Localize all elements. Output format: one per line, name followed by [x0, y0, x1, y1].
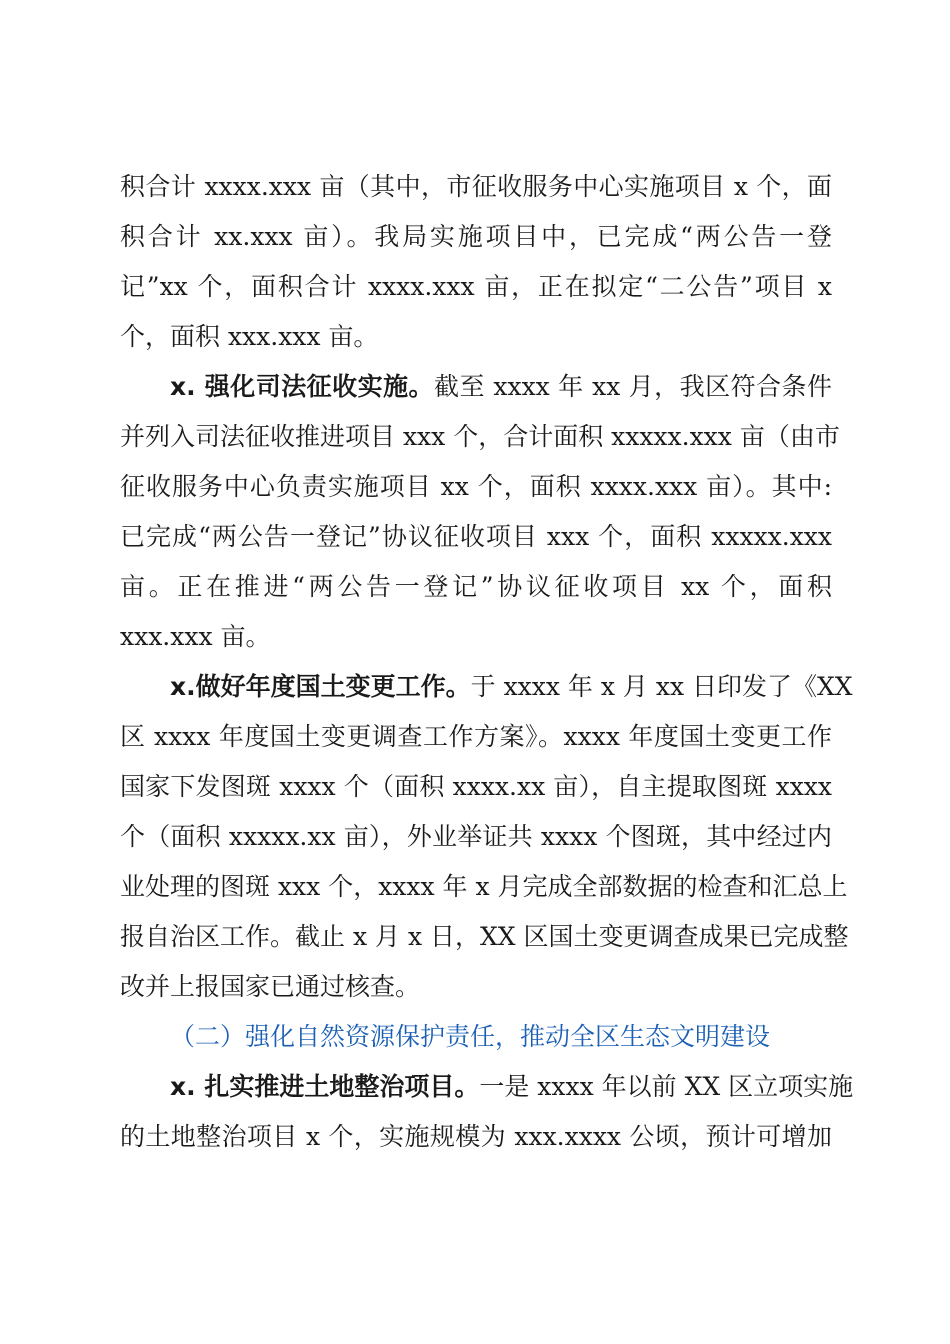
- text-line: [120, 662, 853, 712]
- text-line: 改并上报国家已通过核查。: [120, 972, 421, 1001]
- text-line: [120, 362, 832, 412]
- text-line: xxx.xxx 亩。: [120, 622, 271, 651]
- section-heading: （二）强化自然资源保护责任，推动全区生态文明建设: [170, 1022, 771, 1051]
- paragraph-title: x. 强化司法征收实施。: [170, 372, 435, 401]
- paragraph-text: 于 xxxx 年 x 月 xx 日印发了《XX: [470, 672, 853, 701]
- text-line: 积合计 xxxx.xxx 亩（其中，市征收服务中心实施项目 x 个，面: [120, 172, 832, 201]
- text-line: 国家下发图斑 xxxx 个（面积 xxxx.xx 亩），自主提取图斑 xxxx: [120, 772, 832, 801]
- text-line: 并列入司法征收推进项目 xxx 个，合计面积 xxxxx.xxx 亩（由市: [120, 422, 840, 451]
- text-line: 个（面积 xxxxx.xx 亩），外业举证共 xxxx 个图斑，其中经过内: [120, 822, 832, 851]
- text-line: 征收服务中心负责实施项目 xx 个，面积 xxxx.xxx 亩）。其中:: [120, 472, 832, 501]
- paragraph-judicial-acquisition: [120, 362, 840, 662]
- text-line: 积合计 xx.xxx 亩）。我局实施项目中，已完成“两公告一登: [120, 222, 832, 251]
- paragraph-land-change: [120, 662, 853, 1012]
- text-line: 报自治区工作。截止 x 月 x 日，XX 区国土变更调查成果已完成整: [120, 922, 849, 951]
- paragraph-land-remediation: [120, 1062, 854, 1162]
- paragraph-text: 截至 xxxx 年 xx 月，我区符合条件: [434, 372, 832, 401]
- text-line: 区 xxxx 年度国土变更调查工作方案》。xxxx 年度国土变更工作: [120, 722, 832, 751]
- text-line: 的土地整治项目 x 个，实施规模为 xxx.xxxx 公顷，预计可增加: [120, 1122, 832, 1151]
- document-body: [120, 162, 854, 1162]
- text-line: 亩。正在推进“两公告一登记”协议征收项目 xx 个，面积: [120, 572, 832, 601]
- text-line: 个，面积 xxx.xxx 亩。: [120, 322, 379, 351]
- text-line: 记”xx 个，面积合计 xxxx.xxx 亩，正在拟定“二公告”项目 x: [120, 272, 832, 301]
- text-line: [120, 1062, 854, 1112]
- text-line: 已完成“两公告一登记”协议征收项目 xxx 个，面积 xxxxx.xxx: [120, 522, 832, 551]
- paragraph-title: x. 扎实推进土地整治项目。: [170, 1072, 480, 1101]
- paragraph-land-acquisition: [120, 162, 832, 362]
- text-line: 业处理的图斑 xxx 个，xxxx 年 x 月完成全部数据的检查和汇总上: [120, 872, 848, 901]
- paragraph-text: 一是 xxxx 年以前 XX 区立项实施: [479, 1072, 854, 1101]
- paragraph-title: x.做好年度国土变更工作。: [170, 672, 471, 701]
